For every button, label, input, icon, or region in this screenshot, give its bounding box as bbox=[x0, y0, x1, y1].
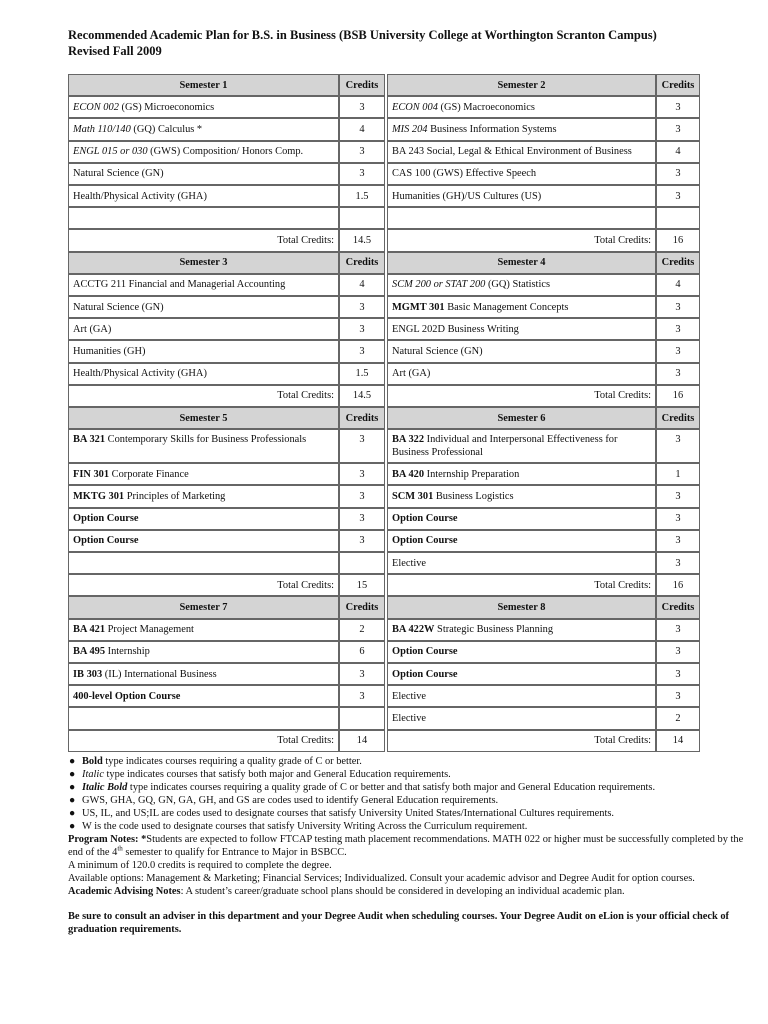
course-name bbox=[73, 145, 303, 158]
credits-header: Credits bbox=[656, 74, 700, 96]
credits-header: Credits bbox=[656, 407, 700, 429]
course-cell bbox=[387, 685, 656, 707]
credits-cell: 3 bbox=[339, 163, 385, 185]
credits-cell: 1 bbox=[656, 463, 700, 485]
credits-header: Credits bbox=[656, 596, 700, 618]
credits-cell: 4 bbox=[656, 141, 700, 163]
course-row bbox=[68, 463, 700, 485]
available-options-note: Available options: Management & Marketing; Financial Services; Individualized. Consult your academic advisor and Degree Audit for option courses. bbox=[68, 873, 695, 884]
course-cell bbox=[68, 707, 339, 729]
course-row bbox=[68, 663, 700, 685]
course-name bbox=[73, 534, 139, 547]
credits-cell: 3 bbox=[656, 685, 700, 707]
bullet-icon: ● bbox=[69, 756, 76, 767]
course-cell bbox=[68, 141, 339, 163]
credits-cell: 3 bbox=[656, 118, 700, 140]
course-name bbox=[392, 712, 426, 725]
course-row bbox=[68, 185, 700, 207]
semester-header: Semester 2 bbox=[387, 74, 656, 96]
semester-header: Semester 6 bbox=[387, 407, 656, 429]
course-title: ACCTG 211 Financial and Managerial Accounting bbox=[73, 279, 286, 291]
semester-header-row bbox=[68, 74, 700, 96]
credits-cell: 3 bbox=[656, 552, 700, 574]
course-title: Elective bbox=[392, 712, 427, 724]
course-cell bbox=[68, 485, 339, 507]
course-cell bbox=[68, 118, 339, 140]
note-writing-code: ● W is the code used to designate courses that satisfy University Writing Across the Curriculum requirement. bbox=[69, 821, 528, 832]
credits-cell: 3 bbox=[656, 663, 700, 685]
credits-cell: 3 bbox=[656, 530, 700, 552]
course-name bbox=[73, 433, 306, 446]
bullet-icon: ● bbox=[69, 782, 76, 793]
course-row bbox=[68, 340, 700, 362]
course-code: 400-level Option Course bbox=[73, 690, 181, 702]
credits-header: Credits bbox=[339, 252, 385, 274]
credits-cell: 4 bbox=[656, 274, 700, 296]
credits-cell: 3 bbox=[339, 508, 385, 530]
credits-cell: 3 bbox=[339, 96, 385, 118]
semester-header: Semester 7 bbox=[68, 596, 339, 618]
credits-cell: 3 bbox=[339, 141, 385, 163]
course-row bbox=[68, 685, 700, 707]
total-credits-value: 16 bbox=[656, 229, 700, 251]
course-row bbox=[68, 274, 700, 296]
course-name bbox=[73, 623, 194, 636]
course-row bbox=[68, 485, 700, 507]
credits-cell bbox=[339, 707, 385, 729]
credits-cell: 3 bbox=[339, 485, 385, 507]
credits-header: Credits bbox=[339, 74, 385, 96]
credits-cell bbox=[339, 207, 385, 229]
course-row bbox=[68, 530, 700, 552]
semester-header-row bbox=[68, 596, 700, 618]
course-name bbox=[73, 190, 207, 203]
course-cell bbox=[387, 296, 656, 318]
program-notes: Program Notes: *Students are expected to follow FTCAP testing math placement recommendations. MATH 022 or higher must be successfully completed by the end of the 4th semester to qualify for Entrance to Major in BSBCC. bbox=[68, 834, 744, 858]
course-name bbox=[392, 190, 541, 203]
credits-header: Credits bbox=[656, 252, 700, 274]
course-code: Option Course bbox=[392, 646, 458, 658]
degree-audit-reminder: Be sure to consult an adviser in this department and your Degree Audit when scheduling courses. Your Degree Audit on eLion is your official check of graduation requirements. bbox=[68, 911, 729, 935]
title-line-2: Revised Fall 2009 bbox=[68, 44, 162, 58]
credits-cell: 2 bbox=[339, 619, 385, 641]
total-credits-label: Total Credits: bbox=[68, 574, 339, 596]
course-row bbox=[68, 552, 700, 574]
total-credits-row bbox=[68, 574, 700, 596]
course-code: FIN 301 bbox=[73, 468, 110, 480]
course-row bbox=[68, 508, 700, 530]
course-cell bbox=[68, 207, 339, 229]
course-title: Project Management bbox=[105, 624, 194, 636]
course-cell bbox=[68, 641, 339, 663]
credits-cell bbox=[339, 552, 385, 574]
course-name bbox=[392, 645, 458, 658]
credits-cell bbox=[656, 207, 700, 229]
total-credits-label: Total Credits: bbox=[387, 574, 656, 596]
credits-cell: 3 bbox=[339, 685, 385, 707]
semester-header-row bbox=[68, 252, 700, 274]
course-name bbox=[73, 512, 139, 525]
credits-cell: 3 bbox=[656, 96, 700, 118]
credits-cell: 2 bbox=[656, 707, 700, 729]
course-title: Humanities (GH)/US Cultures (US) bbox=[392, 190, 542, 202]
credits-cell: 3 bbox=[339, 296, 385, 318]
course-row bbox=[68, 141, 700, 163]
course-code: MGMT 301 bbox=[392, 301, 445, 313]
credits-cell: 6 bbox=[339, 641, 385, 663]
course-code: Option Course bbox=[392, 513, 458, 525]
course-cell bbox=[387, 619, 656, 641]
course-cell bbox=[68, 685, 339, 707]
semester-header: Semester 4 bbox=[387, 252, 656, 274]
course-code: BA 321 bbox=[73, 434, 106, 446]
course-cell bbox=[387, 552, 656, 574]
course-name bbox=[392, 345, 483, 358]
course-cell bbox=[68, 274, 339, 296]
course-name bbox=[392, 534, 458, 547]
note-italic-bold-legend: ● Italic Bold type indicates courses requiring a quality grade of C or better and that satisfy both major and General Education requirements. bbox=[69, 782, 656, 793]
total-credits-label: Total Credits: bbox=[387, 385, 656, 407]
course-title: Basic Management Concepts bbox=[444, 301, 569, 313]
note-bold-legend: ● Bold type indicates courses requiring a quality grade of C or better. bbox=[69, 756, 362, 767]
credits-cell: 1.5 bbox=[339, 185, 385, 207]
course-name bbox=[73, 167, 164, 180]
course-name bbox=[392, 167, 536, 180]
credits-cell: 3 bbox=[339, 429, 385, 463]
course-cell bbox=[68, 318, 339, 340]
course-name bbox=[73, 278, 285, 291]
total-credits-value: 14.5 bbox=[339, 229, 385, 251]
credits-cell: 3 bbox=[339, 463, 385, 485]
course-cell bbox=[68, 463, 339, 485]
course-title: Elective bbox=[392, 557, 427, 569]
course-cell bbox=[68, 508, 339, 530]
course-title: Natural Science (GN) bbox=[392, 345, 483, 357]
course-row bbox=[68, 363, 700, 385]
course-name bbox=[392, 301, 568, 314]
course-title: Strategic Business Planning bbox=[434, 624, 554, 636]
course-title: Natural Science (GN) bbox=[73, 301, 164, 313]
course-cell bbox=[68, 163, 339, 185]
academic-plan-table bbox=[68, 74, 700, 752]
credits-cell: 4 bbox=[339, 118, 385, 140]
course-row bbox=[68, 429, 700, 463]
course-name bbox=[392, 512, 458, 525]
course-code: MIS 204 bbox=[392, 123, 428, 135]
credits-cell: 3 bbox=[656, 641, 700, 663]
credits-cell: 3 bbox=[339, 663, 385, 685]
course-title: Principles of Marketing bbox=[124, 490, 226, 502]
course-cell bbox=[387, 274, 656, 296]
course-cell bbox=[68, 296, 339, 318]
course-title: Business Information Systems bbox=[427, 123, 557, 135]
course-name bbox=[392, 557, 426, 570]
credits-header: Credits bbox=[339, 596, 385, 618]
course-code: BA 421 bbox=[73, 624, 106, 636]
course-name bbox=[392, 623, 553, 636]
course-row bbox=[68, 619, 700, 641]
course-name bbox=[73, 101, 214, 114]
course-title: Internship bbox=[105, 646, 150, 658]
course-name bbox=[392, 433, 651, 459]
total-credits-label: Total Credits: bbox=[387, 229, 656, 251]
credits-cell: 3 bbox=[339, 530, 385, 552]
course-cell bbox=[68, 340, 339, 362]
minimum-credits-note: A minimum of 120.0 credits is required to complete the degree. bbox=[68, 860, 332, 871]
bullet-icon: ● bbox=[69, 769, 76, 780]
total-credits-value: 14 bbox=[339, 730, 385, 752]
course-cell bbox=[387, 508, 656, 530]
total-credits-value: 14.5 bbox=[339, 385, 385, 407]
credits-cell: 3 bbox=[656, 340, 700, 362]
course-name bbox=[73, 123, 202, 136]
course-code: BA 322 bbox=[392, 434, 425, 446]
credits-cell: 3 bbox=[339, 318, 385, 340]
course-name bbox=[392, 668, 458, 681]
course-code: IB 303 bbox=[73, 668, 103, 680]
course-name bbox=[392, 690, 426, 703]
course-row bbox=[68, 163, 700, 185]
course-title: Health/Physical Activity (GHA) bbox=[73, 368, 207, 380]
bullet-icon: ● bbox=[69, 808, 76, 819]
course-name bbox=[392, 468, 519, 481]
course-code: Math 110/140 bbox=[73, 123, 131, 135]
course-title: Health/Physical Activity (GHA) bbox=[73, 190, 207, 202]
course-code: ECON 002 bbox=[73, 101, 119, 113]
credits-header: Credits bbox=[339, 407, 385, 429]
credits-cell: 3 bbox=[656, 508, 700, 530]
course-code: ENGL 015 or 030 bbox=[73, 146, 148, 158]
semester-header: Semester 5 bbox=[68, 407, 339, 429]
course-name bbox=[73, 323, 111, 336]
total-credits-row bbox=[68, 385, 700, 407]
course-row bbox=[68, 318, 700, 340]
total-credits-row bbox=[68, 229, 700, 251]
course-name bbox=[73, 301, 164, 314]
course-row bbox=[68, 641, 700, 663]
bullet-icon: ● bbox=[69, 795, 76, 806]
course-cell bbox=[68, 663, 339, 685]
credits-cell: 3 bbox=[656, 429, 700, 463]
note-gen-ed-codes: ● GWS, GHA, GQ, GN, GA, GH, and GS are codes used to identify General Education requirements. bbox=[69, 795, 499, 806]
total-credits-label: Total Credits: bbox=[68, 385, 339, 407]
course-title: Contemporary Skills for Business Professionals bbox=[105, 434, 307, 446]
course-cell bbox=[68, 96, 339, 118]
course-name bbox=[392, 367, 430, 380]
note-cultures-codes: ● US, IL, and US;IL are codes used to designate courses that satisfy University United States/International Cultures requirements. bbox=[69, 808, 615, 819]
total-credits-label: Total Credits: bbox=[68, 229, 339, 251]
course-title: Individual and Interpersonal Effectiveness for Business Professional bbox=[392, 434, 618, 459]
course-cell bbox=[387, 118, 656, 140]
course-code: Option Course bbox=[73, 513, 139, 525]
total-credits-value: 16 bbox=[656, 574, 700, 596]
notes-section bbox=[68, 755, 758, 936]
page-title bbox=[68, 27, 748, 59]
advising-notes: Academic Advising Notes: A student’s career/graduate school plans should be considered in developing an individual academic plan. bbox=[68, 886, 625, 897]
course-title: BA 243 Social, Legal & Ethical Environment of Business bbox=[392, 146, 632, 158]
bullet-icon: ● bbox=[69, 821, 76, 832]
credits-cell: 1.5 bbox=[339, 363, 385, 385]
course-title: (GS) Macroeconomics bbox=[437, 101, 535, 113]
course-title: Art (GA) bbox=[73, 323, 112, 335]
course-cell bbox=[68, 619, 339, 641]
course-code: SCM 301 bbox=[392, 490, 434, 502]
course-cell bbox=[387, 207, 656, 229]
course-title: Art (GA) bbox=[392, 368, 431, 380]
course-cell bbox=[387, 641, 656, 663]
course-name bbox=[392, 323, 519, 336]
note-italic-legend: ● Italic type indicates courses that satisfy both major and General Education requirements. bbox=[69, 769, 451, 780]
course-cell bbox=[387, 340, 656, 362]
total-credits-value: 15 bbox=[339, 574, 385, 596]
credits-cell: 3 bbox=[656, 485, 700, 507]
course-title: (GWS) Composition/ Honors Comp. bbox=[147, 146, 304, 158]
course-cell bbox=[68, 429, 339, 463]
course-title: Business Logistics bbox=[433, 490, 514, 502]
course-code: Option Course bbox=[73, 535, 139, 547]
course-code: BA 422W bbox=[392, 624, 435, 636]
course-code: MKTG 301 bbox=[73, 490, 125, 502]
course-code: Option Course bbox=[392, 535, 458, 547]
course-code: SCM 200 or STAT 200 bbox=[392, 279, 486, 291]
course-cell bbox=[387, 96, 656, 118]
credits-cell: 3 bbox=[656, 185, 700, 207]
course-title: Elective bbox=[392, 690, 427, 702]
credits-cell: 3 bbox=[656, 619, 700, 641]
course-cell bbox=[387, 485, 656, 507]
course-title: Internship Preparation bbox=[424, 468, 520, 480]
credits-cell: 3 bbox=[656, 296, 700, 318]
course-name bbox=[392, 145, 632, 158]
course-cell bbox=[387, 363, 656, 385]
course-name bbox=[73, 345, 145, 358]
course-cell bbox=[387, 185, 656, 207]
course-code: ECON 004 bbox=[392, 101, 438, 113]
course-name bbox=[392, 490, 514, 503]
course-name bbox=[73, 490, 225, 503]
total-credits-row bbox=[68, 730, 700, 752]
course-title: (IL) International Business bbox=[102, 668, 217, 680]
credits-cell: 4 bbox=[339, 274, 385, 296]
total-credits-value: 14 bbox=[656, 730, 700, 752]
course-title: Humanities (GH) bbox=[73, 345, 146, 357]
course-row bbox=[68, 296, 700, 318]
course-cell bbox=[387, 707, 656, 729]
course-cell bbox=[387, 318, 656, 340]
course-name bbox=[392, 278, 550, 291]
semester-header: Semester 1 bbox=[68, 74, 339, 96]
course-row bbox=[68, 96, 700, 118]
semester-header: Semester 8 bbox=[387, 596, 656, 618]
course-name bbox=[73, 668, 217, 681]
semester-header-row bbox=[68, 407, 700, 429]
credits-cell: 3 bbox=[656, 163, 700, 185]
credits-cell: 3 bbox=[656, 363, 700, 385]
course-cell bbox=[387, 429, 656, 463]
course-title: Corporate Finance bbox=[109, 468, 189, 480]
course-cell bbox=[387, 663, 656, 685]
course-title: CAS 100 (GWS) Effective Speech bbox=[392, 168, 537, 180]
course-name bbox=[392, 123, 557, 136]
semester-header: Semester 3 bbox=[68, 252, 339, 274]
course-cell bbox=[387, 530, 656, 552]
credits-cell: 3 bbox=[339, 340, 385, 362]
total-credits-value: 16 bbox=[656, 385, 700, 407]
course-cell bbox=[68, 185, 339, 207]
credits-cell: 3 bbox=[656, 318, 700, 340]
course-name bbox=[392, 101, 535, 114]
course-title: (GQ) Calculus * bbox=[130, 123, 203, 135]
course-code: Option Course bbox=[392, 668, 458, 680]
course-code: BA 495 bbox=[73, 646, 106, 658]
course-title: Natural Science (GN) bbox=[73, 168, 164, 180]
course-cell bbox=[68, 552, 339, 574]
course-name bbox=[73, 645, 150, 658]
course-cell bbox=[68, 530, 339, 552]
total-credits-label: Total Credits: bbox=[387, 730, 656, 752]
course-row bbox=[68, 207, 700, 229]
course-name bbox=[73, 690, 180, 703]
course-cell bbox=[68, 363, 339, 385]
course-code: BA 420 bbox=[392, 468, 425, 480]
course-cell bbox=[387, 163, 656, 185]
total-credits-label: Total Credits: bbox=[68, 730, 339, 752]
course-title: (GS) Microeconomics bbox=[118, 101, 215, 113]
course-row bbox=[68, 118, 700, 140]
course-name bbox=[73, 468, 189, 481]
course-title: (GQ) Statistics bbox=[485, 279, 550, 291]
course-title: ENGL 202D Business Writing bbox=[392, 323, 519, 335]
course-cell bbox=[387, 463, 656, 485]
title-line-1: Recommended Academic Plan for B.S. in Business (BSB University College at Worthington Scranton Campus) bbox=[68, 28, 657, 42]
course-row bbox=[68, 707, 700, 729]
course-name bbox=[73, 367, 207, 380]
course-cell bbox=[387, 141, 656, 163]
